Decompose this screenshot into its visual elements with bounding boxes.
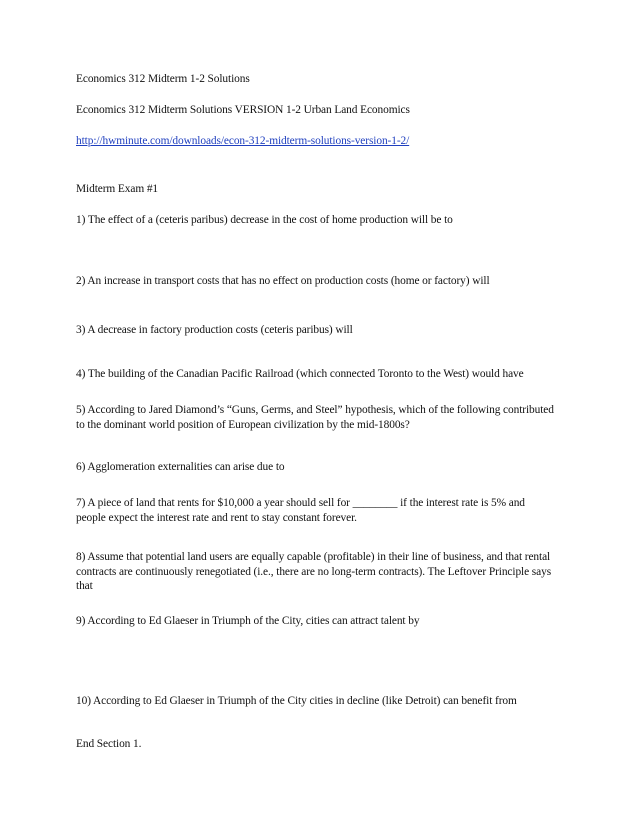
download-link[interactable]: http://hwminute.com/downloads/econ-312-midterm-solutions-version-1-2/ bbox=[76, 135, 410, 147]
question-6: 6) Agglomeration externalities can arise due to bbox=[76, 461, 285, 473]
question-5: 5) According to Jared Diamond’s “Guns, Germs, and Steel” hypothesis, which of the following contributed to the dominant world position of European civilization by the mid-1800s? bbox=[76, 404, 554, 431]
question-3: 3) A decrease in factory production costs (ceteris paribus) will bbox=[76, 324, 353, 336]
question-8: 8) Assume that potential land users are equally capable (profitable) in their line of business, and that rental contracts are continuously renegotiated (i.e., there are no long-term contracts). The Leftover Principle says that bbox=[76, 551, 552, 592]
question-4: 4) The building of the Canadian Pacific Railroad (which connected Toronto to the West) would have bbox=[76, 368, 524, 380]
question-1: 1) The effect of a (ceteris paribus) decrease in the cost of home production will be to bbox=[76, 214, 453, 226]
end-section-text: End Section 1. bbox=[76, 738, 142, 750]
exam-heading: Midterm Exam #1 bbox=[76, 183, 159, 195]
question-7: 7) A piece of land that rents for $10,000 a year should sell for ________ if the interest rate is 5% and people expect the interest rate and rent to stay constant forever. bbox=[76, 497, 525, 524]
question-10: 10) According to Ed Glaeser in Triumph of the City cities in decline (like Detroit) can benefit from bbox=[76, 695, 517, 707]
document-title: Economics 312 Midterm 1-2 Solutions bbox=[76, 73, 250, 85]
document-subtitle: Economics 312 Midterm Solutions VERSION 1-2 Urban Land Economics bbox=[76, 104, 410, 116]
question-9: 9) According to Ed Glaeser in Triumph of the City, cities can attract talent by bbox=[76, 615, 420, 627]
question-2: 2) An increase in transport costs that has no effect on production costs (home or factory) will bbox=[76, 275, 490, 287]
